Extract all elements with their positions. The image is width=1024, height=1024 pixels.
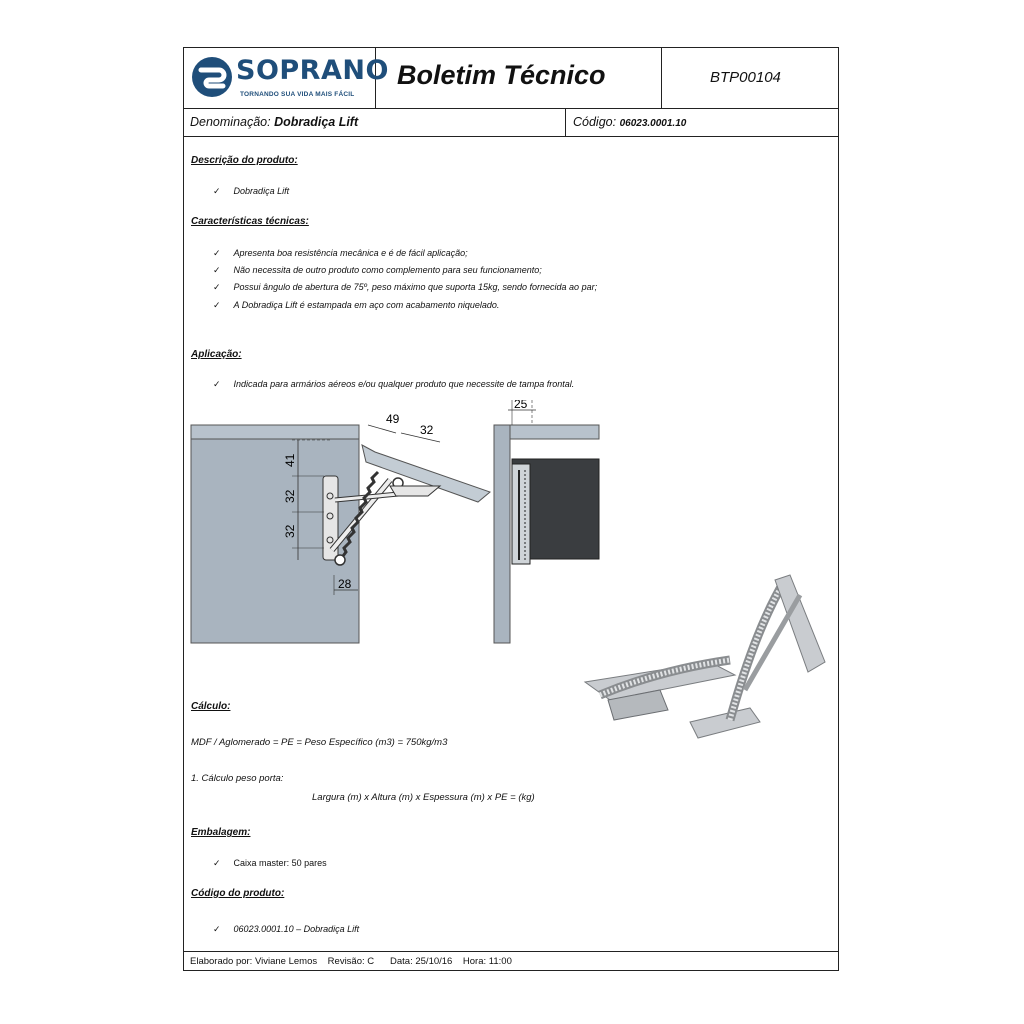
list-item: ✓ 06023.0001.10 – Dobradiça Lift [213, 924, 360, 934]
section-title-features: Características técnicas: [191, 216, 309, 227]
check-icon: ✓ [213, 282, 221, 292]
denomination-field [190, 115, 358, 129]
folded-hinge [512, 464, 530, 564]
list-item: ✓ Apresenta boa resistência mecânica e é de fácil aplicação; [213, 248, 468, 258]
section-title-packaging: Embalagem: [191, 827, 251, 838]
footer-revision: C [367, 956, 375, 967]
check-icon: ✓ [213, 300, 221, 310]
denomination-value: Dobradiça Lift [274, 115, 359, 129]
cabinet-section-panel [494, 425, 510, 643]
footer-time: 11:00 [488, 956, 512, 967]
footer-info: Elaborado por: Viviane Lemos Revisão: C Data: 25/10/16 Hora: 11:00 [190, 956, 512, 967]
calculation-step-label: 1. Cálculo peso porta: [191, 773, 284, 784]
list-item: ✓ Não necessita de outro produto como complemento para seu funcionamento; [213, 265, 542, 275]
calculation-step-formula: Largura (m) x Altura (m) x Espessura (m) x PE = (kg) [312, 792, 535, 803]
list-item: ✓ Possui ângulo de abertura de 75º, peso máximo que suporta 15kg, sendo fornecida ao par; [213, 282, 598, 292]
dim-41: 41 [283, 453, 297, 467]
footer-author: Viviane Lemos [254, 956, 318, 967]
dim-32-b: 32 [283, 524, 297, 538]
section-title-application: Aplicação: [191, 349, 242, 360]
check-icon: ✓ [213, 379, 221, 389]
soprano-logo-icon [191, 56, 233, 98]
header-divider [184, 108, 838, 109]
brand-tagline: TORNANDO SUA VIDA MAIS FÁCIL [240, 91, 355, 98]
check-icon: ✓ [213, 265, 221, 275]
calculation-formula: MDF / Aglomerado = PE = Peso Específico (m3) = 750kg/m3 [191, 737, 448, 748]
code-divider [565, 108, 566, 136]
dim-32-a: 32 [283, 489, 297, 503]
code-value: 06023.0001.10 [619, 118, 687, 129]
dim-25: 25 [514, 400, 528, 411]
brand-name: SOPRANO [236, 55, 389, 86]
hinge-technical-drawing [190, 400, 830, 740]
section-title-description: Descrição do produto: [191, 155, 298, 166]
dim-49: 49 [386, 412, 400, 426]
code-label: Código: [573, 115, 617, 129]
section-title-product-code: Código do produto: [191, 888, 285, 899]
check-icon: ✓ [213, 858, 221, 868]
check-icon: ✓ [213, 248, 221, 258]
check-icon: ✓ [213, 186, 221, 196]
code-field [573, 115, 686, 129]
footer-date: 25/10/16 [415, 956, 453, 967]
hinge-product-photo [585, 575, 825, 738]
title-divider [661, 48, 662, 108]
brand-logo [191, 56, 233, 103]
list-item: ✓ A Dobradiça Lift é estampada em aço com acabamento niquelado. [213, 300, 500, 310]
list-item: ✓ Indicada para armários aéreos e/ou qualquer produto que necessite de tampa frontal. [213, 379, 575, 389]
footer-divider [184, 951, 838, 952]
denomination-label: Denominação: [190, 115, 271, 129]
check-icon: ✓ [213, 924, 221, 934]
dim-28: 28 [338, 577, 352, 591]
page-title: Boletim Técnico [397, 60, 606, 90]
section-title-calculation: Cálculo: [191, 701, 231, 712]
list-item: ✓ Dobradiça Lift [213, 186, 290, 196]
technical-bulletin-sheet [183, 47, 839, 971]
info-row-divider [184, 136, 838, 137]
dim-32-top: 32 [420, 423, 434, 437]
list-item: ✓ Caixa master: 50 pares [213, 858, 327, 868]
document-code: BTP00104 [710, 69, 781, 86]
